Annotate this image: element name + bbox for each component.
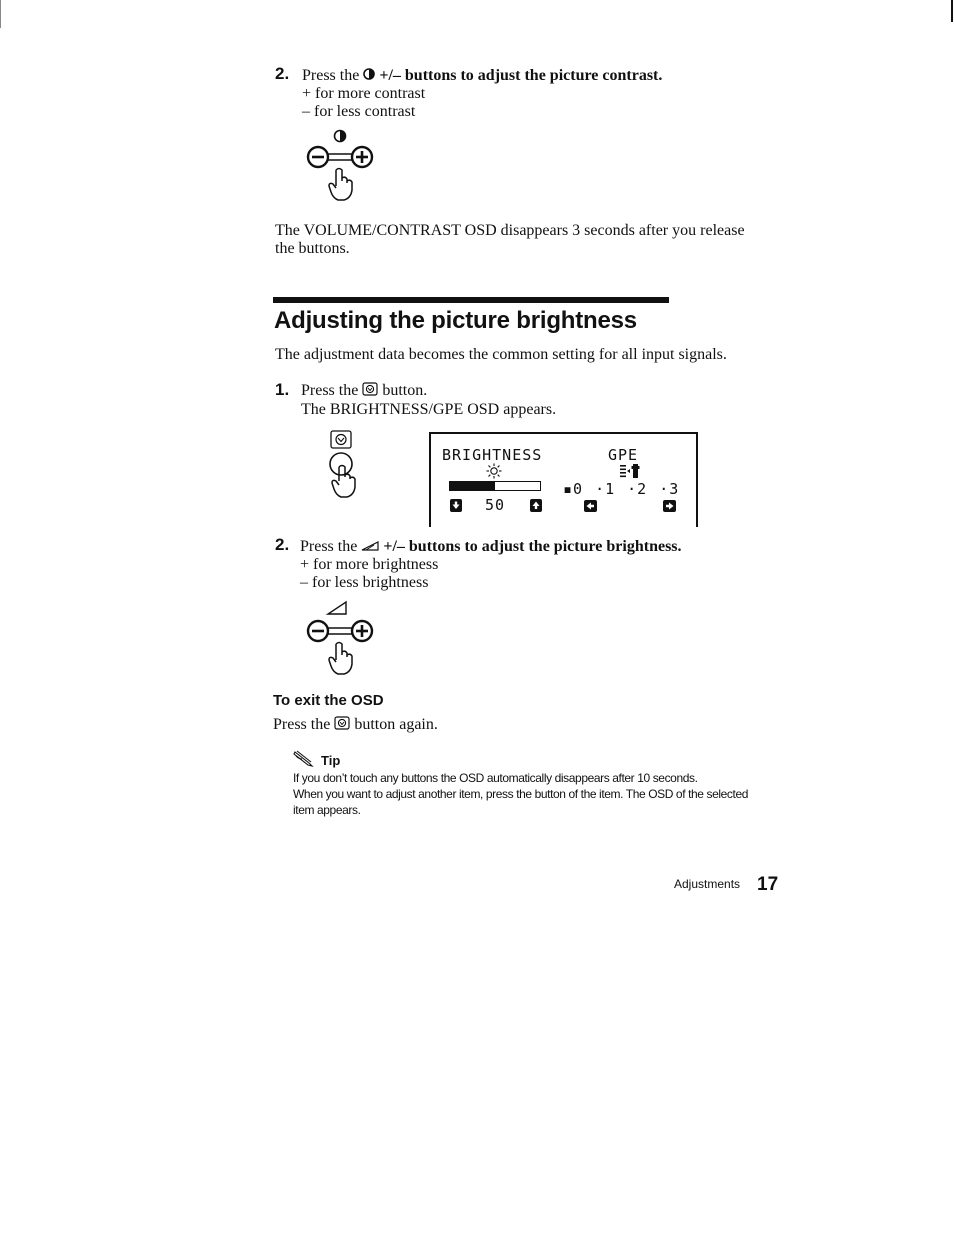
plus-button-icon [352,147,372,167]
step1-text-before: Press the [301,382,359,400]
gpe-left-icon [584,499,597,517]
contrast-less: – for less contrast [302,103,416,121]
brightness-more: + for more brightness [300,556,439,574]
osd-brightness-value: 50 [485,496,506,514]
tip-label: Tip [321,753,341,768]
footer-section-name: Adjustments [674,877,741,891]
page-number: 17 [757,874,779,895]
exit-text [273,716,438,735]
step-number: 2. [275,64,290,83]
contrast-step-text-after: +/– buttons to adjust the picture contrast. [379,67,663,84]
section-intro: The adjustment data becomes the common setting for all input signals. [275,346,727,363]
hand-pointer-icon [329,643,352,675]
hand-pointer-icon [332,466,355,498]
brightness-up-icon [530,499,542,517]
tip-line: When you want to adjust another item, press the button of the item. The OSD of the selected [293,787,748,801]
contrast-icon [363,67,375,85]
step-number: 2. [275,535,290,554]
brightness-bar [449,481,541,491]
osd-button-icon [331,431,351,448]
osd-left-border [429,432,431,527]
osd-gpe-label: GPE [608,446,639,464]
gpe-option: ·3 [659,480,680,498]
brightness-triangle-icon [361,538,379,556]
gpe-option: ▪0 [563,480,584,498]
section-title: Adjusting the picture brightness [274,307,637,334]
tip-line: item appears. [293,803,361,817]
osd-top-border [429,432,697,434]
step1-line2: The BRIGHTNESS/GPE OSD appears. [301,401,557,418]
exit-text-after: button again. [354,716,438,734]
contrast-step-text-before: Press the [302,67,360,84]
brightness-triangle-icon [328,602,346,614]
step1-text [301,382,556,419]
step2-text-before: Press the [300,538,358,555]
step1-text-after: button. [382,382,428,400]
crop-mark [951,0,953,22]
minus-button-icon [308,621,328,641]
round-button-icon [330,453,352,475]
minus-button-icon [308,147,328,167]
brightness-buttons-illustration [302,600,382,685]
brightness-bar-fill [450,482,495,490]
gpe-option: ·2 [627,480,648,498]
tip-text [293,770,748,818]
exit-title: To exit the OSD [273,692,384,709]
contrast-note [275,222,745,258]
exit-text-before: Press the [273,716,331,734]
contrast-note-line: the buttons. [275,240,350,257]
osd-brightness-label: BRIGHTNESS [442,446,543,464]
step-number: 1. [275,380,290,399]
gpe-right-icon [663,499,676,517]
contrast-icon [335,131,346,142]
step2-text-after: +/– buttons to adjust the picture brightness. [383,538,682,555]
section-rule [273,297,669,303]
brightness-less: – for less brightness [300,574,429,592]
plus-button-icon [352,621,372,641]
tip-line: If you don’t touch any buttons the OSD automatically disappears after 10 seconds. [293,771,698,785]
gpe-option: ·1 [595,480,616,498]
osd-button-icon [362,382,378,401]
menu-button-illustration [325,429,365,506]
osd-right-border [696,432,698,527]
contrast-more: + for more contrast [302,85,426,103]
osd-panel [429,432,697,527]
gpe-options [563,480,679,498]
brightness-down-icon [450,499,462,517]
contrast-buttons-illustration [302,126,382,209]
contrast-note-line: The VOLUME/CONTRAST OSD disappears 3 seconds after you release [275,222,745,239]
step2-text [300,538,682,592]
crop-mark [0,0,1,28]
contrast-step-text [302,67,662,121]
hand-pointer-icon [329,169,352,201]
osd-button-icon [334,716,350,735]
